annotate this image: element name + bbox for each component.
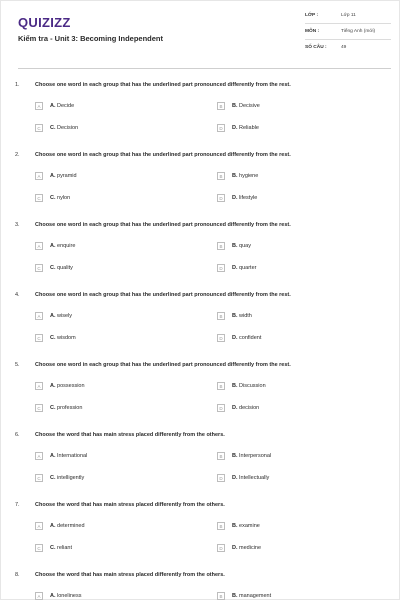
info-row-subject (305, 29, 391, 40)
option-b[interactable] (217, 592, 271, 600)
option-c[interactable] (35, 194, 70, 202)
question-2 (1, 152, 400, 222)
option-text: quality (57, 265, 73, 271)
question-number: 6. (15, 432, 20, 438)
option-text: determined (57, 523, 85, 529)
option-text: Interpersonal (239, 453, 272, 459)
option-text: Decide (57, 103, 75, 109)
info-row-class (305, 13, 391, 24)
question-number: 5. (15, 362, 20, 368)
option-text: wisdom (57, 335, 76, 341)
option-letter-box: A (35, 522, 43, 530)
option-text: Decisive (239, 103, 260, 109)
question-text: Choose one word in each group that has the underlined part pronounced differently from the rest. (35, 82, 291, 88)
question-7 (1, 502, 400, 572)
option-letter-box: A (35, 452, 43, 460)
question-number: 2. (15, 152, 20, 158)
option-letter-box: B (217, 312, 225, 320)
option-letter-box: B (217, 242, 225, 250)
option-a[interactable] (35, 312, 72, 320)
option-b[interactable] (217, 452, 271, 460)
info-value: Lớp 11 (341, 13, 356, 18)
option-text: reliant (57, 545, 73, 551)
option-text: decision (239, 405, 260, 411)
option-prefix: D. (232, 125, 238, 131)
worksheet-header (1, 1, 400, 73)
question-6 (1, 432, 400, 502)
option-text: medicine (239, 545, 262, 551)
option-text: hygiene (239, 173, 259, 179)
info-label: MÔN : (305, 29, 320, 34)
option-prefix: C. (50, 545, 56, 551)
quizizz-logo: QUIZIZZ (18, 15, 71, 30)
option-a[interactable] (35, 452, 87, 460)
option-b[interactable] (217, 522, 260, 530)
question-number: 1. (15, 82, 20, 88)
option-text: intelligently (57, 475, 85, 481)
option-prefix: A. (50, 173, 56, 179)
option-letter-box: B (217, 382, 225, 390)
header-divider (18, 68, 391, 69)
option-letter-box: C (35, 264, 43, 272)
option-a[interactable] (35, 382, 85, 390)
option-prefix: B. (232, 103, 238, 109)
option-c[interactable] (35, 334, 76, 342)
question-text: Choose the word that has main stress placed differently from the others. (35, 572, 225, 578)
option-letter-box: C (35, 544, 43, 552)
option-prefix: A. (50, 453, 56, 459)
option-b[interactable] (217, 102, 260, 110)
question-text: Choose one word in each group that has the underlined part pronounced differently from the rest. (35, 292, 291, 298)
option-text: possession (57, 383, 85, 389)
option-letter-box: C (35, 124, 43, 132)
option-prefix: B. (232, 243, 238, 249)
option-letter-box: A (35, 172, 43, 180)
option-text: nylon (57, 195, 71, 201)
option-prefix: A. (50, 523, 56, 529)
option-text: profession (57, 405, 83, 411)
option-b[interactable] (217, 242, 251, 250)
option-text: confident (239, 335, 262, 341)
option-a[interactable] (35, 522, 85, 530)
option-prefix: D. (232, 405, 238, 411)
option-text: Reliable (239, 125, 259, 131)
option-letter-box: C (35, 474, 43, 482)
option-text: International (57, 453, 88, 459)
question-5 (1, 362, 400, 432)
option-text: Intellectually (239, 475, 270, 481)
option-text: width (239, 313, 252, 319)
option-text: Discussion (239, 383, 266, 389)
option-letter-box: B (217, 102, 225, 110)
option-letter-box: A (35, 312, 43, 320)
option-d[interactable] (217, 194, 257, 202)
option-letter-box: A (35, 382, 43, 390)
option-letter-box: A (35, 102, 43, 110)
option-letter-box: D (217, 194, 225, 202)
option-prefix: C. (50, 335, 56, 341)
question-4 (1, 292, 400, 362)
option-d[interactable] (217, 334, 261, 342)
question-text: Choose one word in each group that has the underlined part pronounced differently from the rest. (35, 152, 291, 158)
option-a[interactable] (35, 172, 77, 180)
option-letter-box: C (35, 404, 43, 412)
info-value: 49 (341, 45, 347, 50)
option-prefix: B. (232, 523, 238, 529)
option-prefix: B. (232, 313, 238, 319)
option-c[interactable] (35, 404, 82, 412)
option-letter-box: D (217, 474, 225, 482)
option-prefix: B. (232, 383, 238, 389)
option-prefix: C. (50, 195, 56, 201)
info-label: LỚP : (305, 13, 319, 18)
option-prefix: C. (50, 125, 56, 131)
option-text: examine (239, 523, 260, 529)
question-number: 7. (15, 502, 20, 508)
option-prefix: A. (50, 243, 56, 249)
option-letter-box: A (35, 242, 43, 250)
option-text: enquire (57, 243, 76, 249)
question-text: Choose the word that has main stress placed differently from the others. (35, 432, 225, 438)
option-prefix: A. (50, 103, 56, 109)
option-prefix: C. (50, 475, 56, 481)
option-letter-box: D (217, 124, 225, 132)
option-prefix: D. (232, 545, 238, 551)
option-text: Decision (57, 125, 79, 131)
option-c[interactable] (35, 264, 73, 272)
option-letter-box: D (217, 264, 225, 272)
question-1 (1, 82, 400, 152)
info-value: Tiếng Anh (mới) (341, 29, 376, 34)
option-text: pyramid (57, 173, 77, 179)
option-d[interactable] (217, 404, 259, 412)
option-prefix: C. (50, 405, 56, 411)
question-text: Choose the word that has main stress placed differently from the others. (35, 502, 225, 508)
option-text: wisely (57, 313, 73, 319)
option-d[interactable] (217, 124, 259, 132)
option-b[interactable] (217, 382, 266, 390)
option-prefix: B. (232, 173, 238, 179)
question-8 (1, 572, 400, 601)
option-prefix: D. (232, 195, 238, 201)
option-c[interactable] (35, 124, 78, 132)
option-text: quay (239, 243, 251, 249)
option-letter-box: C (35, 194, 43, 202)
option-b[interactable] (217, 172, 258, 180)
question-3 (1, 222, 400, 292)
info-table (305, 13, 391, 60)
option-letter-box: B (217, 592, 225, 600)
option-letter-box: B (217, 522, 225, 530)
option-d[interactable] (217, 264, 256, 272)
option-a[interactable] (35, 102, 74, 110)
question-text: Choose one word in each group that has the underlined part pronounced differently from the rest. (35, 222, 291, 228)
option-c[interactable] (35, 544, 72, 552)
option-c[interactable] (35, 474, 84, 482)
option-text: loneliness (57, 593, 82, 599)
question-number: 8. (15, 572, 20, 578)
option-prefix: A. (50, 313, 56, 319)
option-a[interactable] (35, 592, 82, 600)
info-label: SỐ CÂU : (305, 45, 327, 50)
info-row-question-count (305, 45, 391, 55)
option-letter-box: B (217, 452, 225, 460)
option-letter-box: D (217, 404, 225, 412)
option-prefix: B. (232, 453, 238, 459)
option-text: lifestyle (239, 195, 258, 201)
option-text: management (239, 593, 272, 599)
option-a[interactable] (35, 242, 75, 250)
question-text: Choose one word in each group that has the underlined part pronounced differently from the rest. (35, 362, 291, 368)
option-prefix: D. (232, 265, 238, 271)
option-b[interactable] (217, 312, 252, 320)
option-letter-box: C (35, 334, 43, 342)
option-prefix: A. (50, 593, 56, 599)
option-prefix: C. (50, 265, 56, 271)
option-letter-box: A (35, 592, 43, 600)
option-letter-box: D (217, 544, 225, 552)
option-d[interactable] (217, 544, 261, 552)
option-prefix: B. (232, 593, 238, 599)
option-prefix: D. (232, 335, 238, 341)
question-number: 3. (15, 222, 20, 228)
test-title: Kiểm tra - Unit 3: Becoming Independent (18, 34, 164, 43)
option-d[interactable] (217, 474, 269, 482)
option-text: quarter (239, 265, 257, 271)
question-number: 4. (15, 292, 20, 298)
option-prefix: A. (50, 383, 56, 389)
option-letter-box: B (217, 172, 225, 180)
option-prefix: D. (232, 475, 238, 481)
option-letter-box: D (217, 334, 225, 342)
